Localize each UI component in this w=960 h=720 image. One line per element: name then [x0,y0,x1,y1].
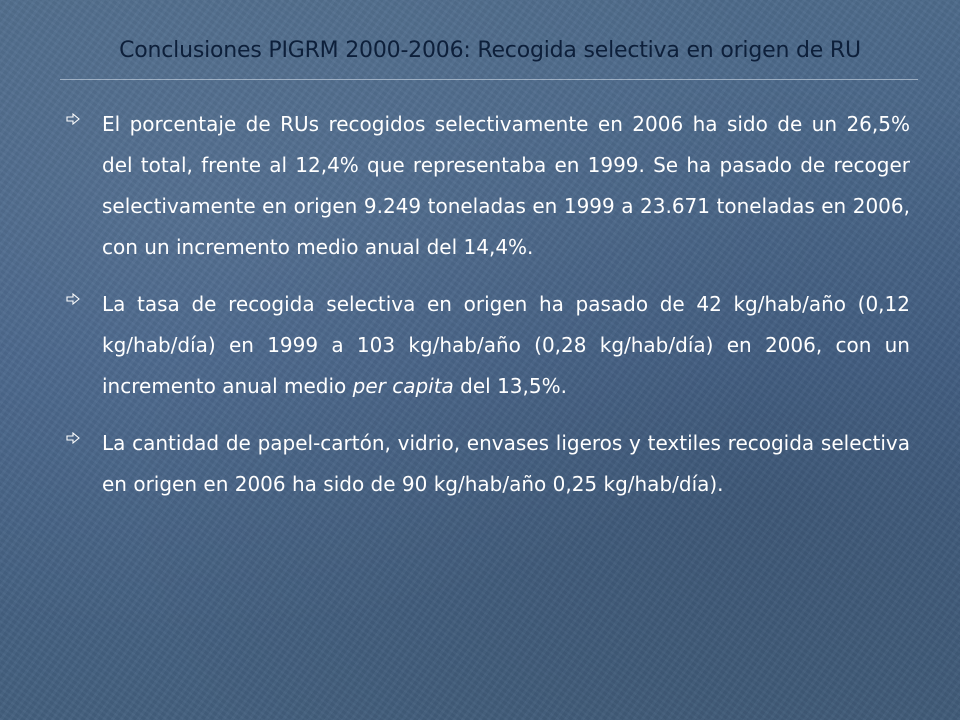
arrow-right-outline-icon [66,292,80,306]
bullet-text-part: del 13,5%. [453,374,567,398]
bullet-text: La cantidad de papel-cartón, vidrio, envases ligeros y textiles recogida selectiva en origen en 2006 ha sido de 90 kg/hab/año 0,25 kg/hab/día). [102,431,910,496]
title-divider [60,79,918,80]
arrow-right-outline-icon [66,431,80,445]
arrow-right-outline-icon [66,112,80,126]
bullet-text-italic: per capita [352,374,454,398]
bullet-item [60,104,910,268]
bullet-text [102,284,910,407]
bullet-text-part: La tasa de recogida selectiva en origen ha pasado de 42 kg/hab/año (0,12 kg/hab/día) en 1999 a 103 kg/hab/año (0,28 kg/hab/día) en 2006, con un incremento anual medio [102,292,910,398]
bullet-text: El porcentaje de RUs recogidos selectivamente en 2006 ha sido de un 26,5% del total, frente al 12,4% que representaba en 1999. Se ha pasado de recoger selectivamente en origen 9.249 toneladas en 1999 a 23.671 toneladas en 2006, con un incremento medio anual del 14,4%. [102,112,910,259]
bullet-list [60,104,910,521]
slide-title: Conclusiones PIGRM 2000-2006: Recogida selectiva en origen de RU [119,38,861,63]
bullet-item [60,284,910,407]
bullet-item [60,423,910,505]
